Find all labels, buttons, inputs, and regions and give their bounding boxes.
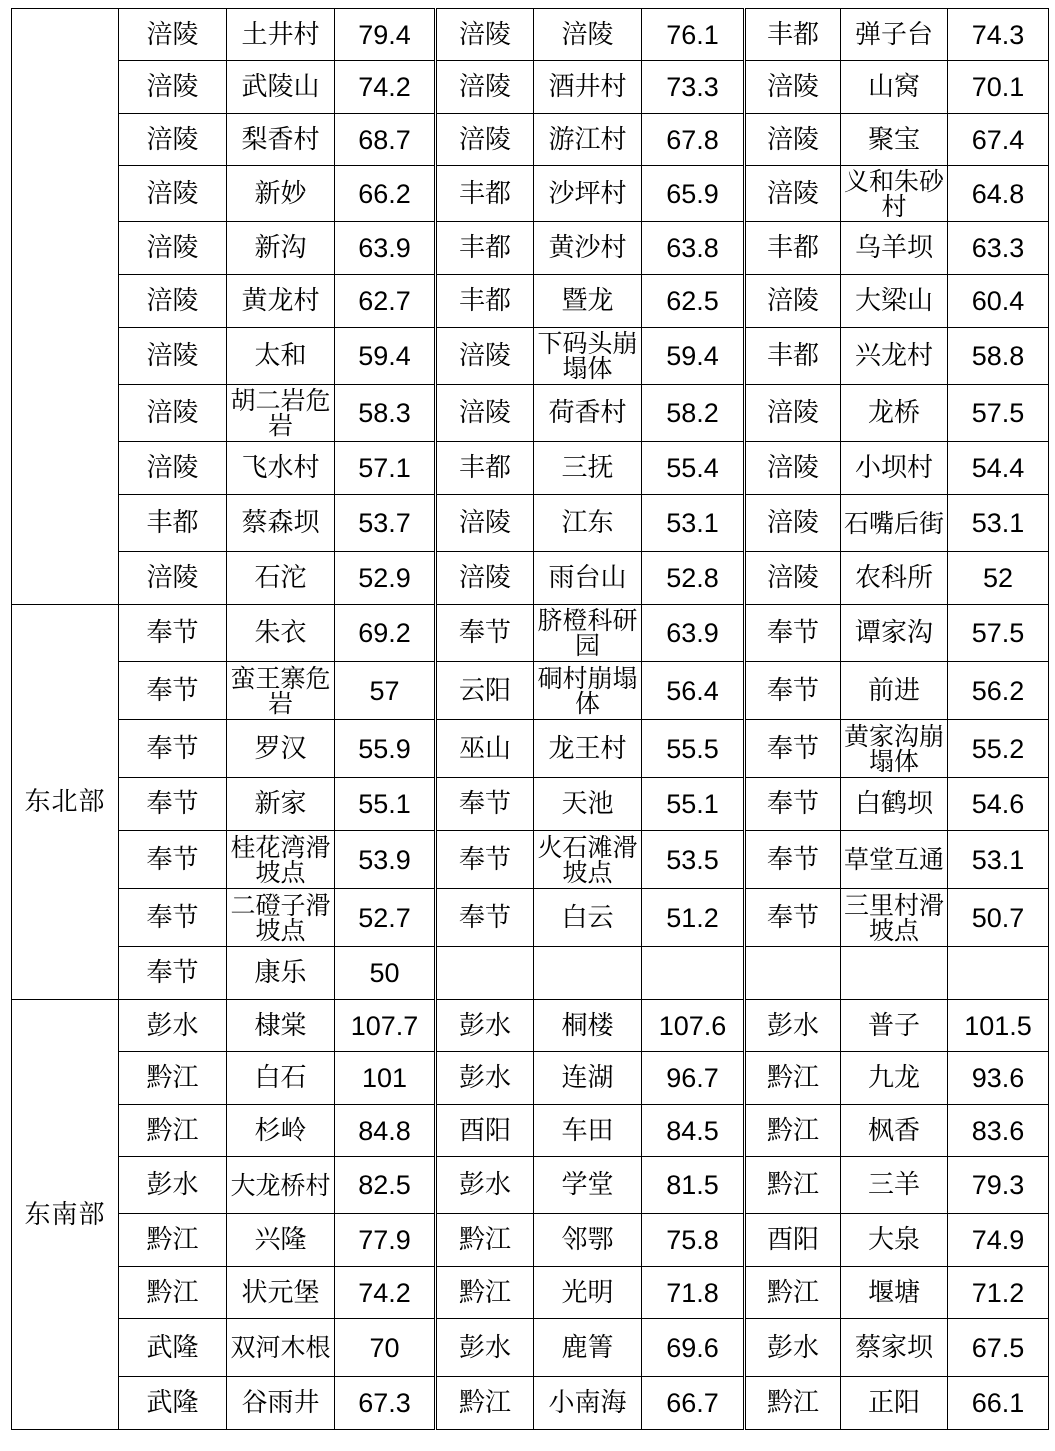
county-cell: 奉节	[119, 662, 227, 720]
county-cell: 奉节	[436, 605, 534, 662]
station-cell: 大龙桥村	[227, 1157, 335, 1214]
county-cell: 酉阳	[436, 1105, 534, 1157]
county-cell: 彭水	[436, 1157, 534, 1214]
station-cell: 乌羊坝	[841, 222, 948, 275]
value-cell: 81.5	[642, 1157, 745, 1214]
county-cell: 涪陵	[745, 166, 841, 222]
county-cell: 黔江	[436, 1377, 534, 1430]
station-cell: 土井村	[227, 9, 335, 61]
station-cell: 普子	[841, 1000, 948, 1052]
value-cell: 53.5	[642, 831, 745, 889]
station-cell: 白鹤坝	[841, 778, 948, 831]
value-cell: 53.1	[948, 831, 1049, 889]
station-cell: 兴隆	[227, 1214, 335, 1267]
station-cell: 大梁山	[841, 275, 948, 328]
value-cell: 53.1	[642, 495, 745, 552]
value-cell: 74.3	[948, 9, 1049, 61]
value-cell: 69.6	[642, 1319, 745, 1377]
station-cell: 山窝	[841, 61, 948, 114]
station-cell: 枫香	[841, 1105, 948, 1157]
county-cell: 涪陵	[119, 114, 227, 166]
value-cell: 50	[335, 947, 436, 1000]
station-cell: 小坝村	[841, 442, 948, 495]
county-cell: 黔江	[119, 1052, 227, 1105]
station-cell: 下码头崩塌体	[534, 328, 642, 385]
value-cell: 66.1	[948, 1377, 1049, 1430]
county-cell: 奉节	[436, 831, 534, 889]
table-row	[12, 114, 1049, 166]
station-cell: 天池	[534, 778, 642, 831]
station-cell: 游江村	[534, 114, 642, 166]
value-cell: 57	[335, 662, 436, 720]
station-cell: 弹子台	[841, 9, 948, 61]
county-cell: 涪陵	[745, 275, 841, 328]
station-cell: 蛮王寨危岩	[227, 662, 335, 720]
value-cell: 51.2	[642, 889, 745, 947]
county-cell: 涪陵	[119, 222, 227, 275]
value-cell: 52.9	[335, 552, 436, 605]
value-cell: 66.7	[642, 1377, 745, 1430]
county-cell: 云阳	[436, 662, 534, 720]
station-cell: 桂花湾滑坡点	[227, 831, 335, 889]
station-cell: 草堂互通	[841, 831, 948, 889]
station-cell: 暨龙	[534, 275, 642, 328]
county-cell: 涪陵	[436, 61, 534, 114]
value-cell: 74.2	[335, 1267, 436, 1319]
value-cell: 70.1	[948, 61, 1049, 114]
table-row	[12, 1319, 1049, 1377]
station-cell: 学堂	[534, 1157, 642, 1214]
value-cell: 101	[335, 1052, 436, 1105]
table-row	[12, 9, 1049, 61]
rainfall-station-table	[11, 8, 1049, 1430]
station-cell: 三抚	[534, 442, 642, 495]
table-row	[12, 889, 1049, 947]
county-cell: 奉节	[436, 778, 534, 831]
value-cell: 107.7	[335, 1000, 436, 1052]
value-cell: 79.4	[335, 9, 436, 61]
station-cell: 新沟	[227, 222, 335, 275]
station-cell: 武陵山	[227, 61, 335, 114]
station-cell: 邻鄂	[534, 1214, 642, 1267]
value-cell: 57.5	[948, 605, 1049, 662]
value-cell: 59.4	[335, 328, 436, 385]
county-cell: 涪陵	[745, 552, 841, 605]
value-cell: 66.2	[335, 166, 436, 222]
county-cell: 丰都	[436, 442, 534, 495]
county-cell: 奉节	[745, 889, 841, 947]
station-cell: 沙坪村	[534, 166, 642, 222]
county-cell: 奉节	[119, 605, 227, 662]
station-cell: 杉岭	[227, 1105, 335, 1157]
value-cell: 84.5	[642, 1105, 745, 1157]
value-cell: 55.2	[948, 720, 1049, 778]
value-cell: 75.8	[642, 1214, 745, 1267]
county-cell: 丰都	[119, 495, 227, 552]
county-cell: 奉节	[745, 662, 841, 720]
county-cell: 巫山	[436, 720, 534, 778]
value-cell: 55.1	[335, 778, 436, 831]
station-cell: 二磴子滑坡点	[227, 889, 335, 947]
table-row	[12, 166, 1049, 222]
value-cell: 67.5	[948, 1319, 1049, 1377]
value-cell: 84.8	[335, 1105, 436, 1157]
table-row	[12, 831, 1049, 889]
station-cell: 黄龙村	[227, 275, 335, 328]
value-cell: 58.2	[642, 385, 745, 442]
county-cell: 丰都	[745, 222, 841, 275]
county-cell: 彭水	[119, 1157, 227, 1214]
station-cell: 石沱	[227, 552, 335, 605]
value-cell: 76.1	[642, 9, 745, 61]
value-cell: 55.5	[642, 720, 745, 778]
station-cell: 太和	[227, 328, 335, 385]
county-cell: 涪陵	[119, 166, 227, 222]
county-cell: 涪陵	[119, 275, 227, 328]
value-cell: 77.9	[335, 1214, 436, 1267]
county-cell: 黔江	[745, 1105, 841, 1157]
value-cell: 67.4	[948, 114, 1049, 166]
station-cell: 黄沙村	[534, 222, 642, 275]
station-cell: 飞水村	[227, 442, 335, 495]
station-cell: 正阳	[841, 1377, 948, 1430]
county-cell: 奉节	[745, 605, 841, 662]
value-cell: 55.4	[642, 442, 745, 495]
county-cell: 奉节	[119, 778, 227, 831]
region-label: 东南部	[12, 1000, 119, 1430]
station-cell: 谭家沟	[841, 605, 948, 662]
station-cell: 前进	[841, 662, 948, 720]
station-cell: 龙王村	[534, 720, 642, 778]
station-cell: 三羊	[841, 1157, 948, 1214]
county-cell: 涪陵	[745, 442, 841, 495]
station-cell: 新家	[227, 778, 335, 831]
value-cell: 67.8	[642, 114, 745, 166]
value-cell: 71.8	[642, 1267, 745, 1319]
station-cell: 蔡家坝	[841, 1319, 948, 1377]
value-cell: 63.9	[335, 222, 436, 275]
station-cell: 白石	[227, 1052, 335, 1105]
value-cell: 53.9	[335, 831, 436, 889]
station-cell: 朱衣	[227, 605, 335, 662]
station-cell: 桐楼	[534, 1000, 642, 1052]
value-cell: 62.5	[642, 275, 745, 328]
county-cell: 丰都	[436, 166, 534, 222]
value-cell: 53.7	[335, 495, 436, 552]
station-cell: 谷雨井	[227, 1377, 335, 1430]
county-cell: 涪陵	[745, 61, 841, 114]
station-cell	[841, 947, 948, 1000]
value-cell: 63.8	[642, 222, 745, 275]
station-cell: 堰塘	[841, 1267, 948, 1319]
value-cell: 74.2	[335, 61, 436, 114]
table-row	[12, 1052, 1049, 1105]
county-cell: 奉节	[745, 831, 841, 889]
table-row	[12, 1377, 1049, 1430]
county-cell: 丰都	[745, 9, 841, 61]
county-cell: 黔江	[119, 1105, 227, 1157]
station-cell: 三里村滑坡点	[841, 889, 948, 947]
value-cell: 79.3	[948, 1157, 1049, 1214]
county-cell: 黔江	[119, 1214, 227, 1267]
value-cell: 73.3	[642, 61, 745, 114]
table-row	[12, 275, 1049, 328]
station-cell: 小南海	[534, 1377, 642, 1430]
value-cell: 56.2	[948, 662, 1049, 720]
value-cell: 50.7	[948, 889, 1049, 947]
county-cell: 黔江	[436, 1214, 534, 1267]
county-cell: 奉节	[745, 720, 841, 778]
value-cell: 69.2	[335, 605, 436, 662]
station-cell: 棣棠	[227, 1000, 335, 1052]
county-cell: 涪陵	[436, 114, 534, 166]
value-cell: 57.5	[948, 385, 1049, 442]
station-cell: 新妙	[227, 166, 335, 222]
value-cell: 63.3	[948, 222, 1049, 275]
county-cell: 丰都	[436, 222, 534, 275]
table-row	[12, 947, 1049, 1000]
station-cell: 大泉	[841, 1214, 948, 1267]
value-cell: 54.4	[948, 442, 1049, 495]
value-cell	[642, 947, 745, 1000]
county-cell: 黔江	[436, 1267, 534, 1319]
county-cell: 酉阳	[745, 1214, 841, 1267]
county-cell: 涪陵	[745, 495, 841, 552]
value-cell: 71.2	[948, 1267, 1049, 1319]
county-cell: 涪陵	[119, 442, 227, 495]
value-cell: 55.9	[335, 720, 436, 778]
station-cell: 脐橙科研园	[534, 605, 642, 662]
station-cell: 双河木根	[227, 1319, 335, 1377]
station-cell: 农科所	[841, 552, 948, 605]
value-cell: 74.9	[948, 1214, 1049, 1267]
station-cell: 龙桥	[841, 385, 948, 442]
station-cell: 梨香村	[227, 114, 335, 166]
table-row	[12, 778, 1049, 831]
value-cell: 52.8	[642, 552, 745, 605]
station-cell: 光明	[534, 1267, 642, 1319]
table-row	[12, 1105, 1049, 1157]
county-cell: 彭水	[745, 1000, 841, 1052]
county-cell: 涪陵	[119, 328, 227, 385]
county-cell: 涪陵	[119, 552, 227, 605]
county-cell: 涪陵	[436, 495, 534, 552]
county-cell: 涪陵	[745, 385, 841, 442]
table-row	[12, 222, 1049, 275]
county-cell	[745, 947, 841, 1000]
county-cell: 彭水	[745, 1319, 841, 1377]
county-cell: 涪陵	[119, 61, 227, 114]
county-cell: 彭水	[119, 1000, 227, 1052]
county-cell: 彭水	[436, 1052, 534, 1105]
station-cell: 石嘴后街	[841, 495, 948, 552]
county-cell: 奉节	[119, 720, 227, 778]
county-cell: 涪陵	[436, 385, 534, 442]
value-cell: 65.9	[642, 166, 745, 222]
station-cell	[534, 947, 642, 1000]
table-row	[12, 328, 1049, 385]
station-cell: 江东	[534, 495, 642, 552]
value-cell: 58.3	[335, 385, 436, 442]
table-row	[12, 442, 1049, 495]
value-cell: 70	[335, 1319, 436, 1377]
station-cell: 涪陵	[534, 9, 642, 61]
table-row	[12, 1267, 1049, 1319]
table-row	[12, 720, 1049, 778]
value-cell: 52.7	[335, 889, 436, 947]
county-cell: 黔江	[745, 1157, 841, 1214]
station-cell: 状元堡	[227, 1267, 335, 1319]
county-cell: 奉节	[119, 947, 227, 1000]
value-cell: 96.7	[642, 1052, 745, 1105]
station-cell: 聚宝	[841, 114, 948, 166]
county-cell: 涪陵	[436, 328, 534, 385]
value-cell: 101.5	[948, 1000, 1049, 1052]
station-cell: 连湖	[534, 1052, 642, 1105]
value-cell: 58.8	[948, 328, 1049, 385]
table-row	[12, 61, 1049, 114]
county-cell: 涪陵	[119, 9, 227, 61]
table-row	[12, 1000, 1049, 1052]
value-cell: 64.8	[948, 166, 1049, 222]
county-cell	[436, 947, 534, 1000]
county-cell: 黔江	[745, 1052, 841, 1105]
value-cell: 57.1	[335, 442, 436, 495]
station-cell: 车田	[534, 1105, 642, 1157]
station-cell: 九龙	[841, 1052, 948, 1105]
table-row	[12, 495, 1049, 552]
station-cell: 白云	[534, 889, 642, 947]
station-cell: 兴龙村	[841, 328, 948, 385]
value-cell: 68.7	[335, 114, 436, 166]
value-cell: 62.7	[335, 275, 436, 328]
county-cell: 奉节	[436, 889, 534, 947]
county-cell: 黔江	[745, 1377, 841, 1430]
county-cell: 涪陵	[436, 552, 534, 605]
county-cell: 涪陵	[745, 114, 841, 166]
table-row	[12, 385, 1049, 442]
value-cell: 54.6	[948, 778, 1049, 831]
county-cell: 黔江	[119, 1267, 227, 1319]
value-cell: 107.6	[642, 1000, 745, 1052]
table-row	[12, 1214, 1049, 1267]
table-row	[12, 662, 1049, 720]
value-cell: 52	[948, 552, 1049, 605]
value-cell	[948, 947, 1049, 1000]
table-row	[12, 605, 1049, 662]
county-cell: 黔江	[745, 1267, 841, 1319]
county-cell: 奉节	[119, 831, 227, 889]
value-cell: 59.4	[642, 328, 745, 385]
region-label	[12, 9, 119, 605]
region-label: 东北部	[12, 605, 119, 1000]
station-cell: 黄家沟崩塌体	[841, 720, 948, 778]
station-cell: 酒井村	[534, 61, 642, 114]
county-cell: 彭水	[436, 1319, 534, 1377]
table-row	[12, 552, 1049, 605]
station-cell: 荷香村	[534, 385, 642, 442]
value-cell: 56.4	[642, 662, 745, 720]
value-cell: 55.1	[642, 778, 745, 831]
station-cell: 火石滩滑坡点	[534, 831, 642, 889]
table-row	[12, 1157, 1049, 1214]
station-cell: 康乐	[227, 947, 335, 1000]
value-cell: 82.5	[335, 1157, 436, 1214]
county-cell: 武隆	[119, 1377, 227, 1430]
county-cell: 彭水	[436, 1000, 534, 1052]
station-cell: 胡二岩危岩	[227, 385, 335, 442]
station-cell: 蔡森坝	[227, 495, 335, 552]
county-cell: 丰都	[745, 328, 841, 385]
value-cell: 93.6	[948, 1052, 1049, 1105]
station-cell: 硐村崩塌体	[534, 662, 642, 720]
value-cell: 67.3	[335, 1377, 436, 1430]
station-cell: 雨台山	[534, 552, 642, 605]
county-cell: 涪陵	[119, 385, 227, 442]
county-cell: 奉节	[119, 889, 227, 947]
county-cell: 武隆	[119, 1319, 227, 1377]
station-cell: 义和朱砂村	[841, 166, 948, 222]
station-cell: 鹿箐	[534, 1319, 642, 1377]
value-cell: 83.6	[948, 1105, 1049, 1157]
county-cell: 奉节	[745, 778, 841, 831]
station-cell: 罗汉	[227, 720, 335, 778]
county-cell: 涪陵	[436, 9, 534, 61]
value-cell: 63.9	[642, 605, 745, 662]
value-cell: 53.1	[948, 495, 1049, 552]
county-cell: 丰都	[436, 275, 534, 328]
value-cell: 60.4	[948, 275, 1049, 328]
